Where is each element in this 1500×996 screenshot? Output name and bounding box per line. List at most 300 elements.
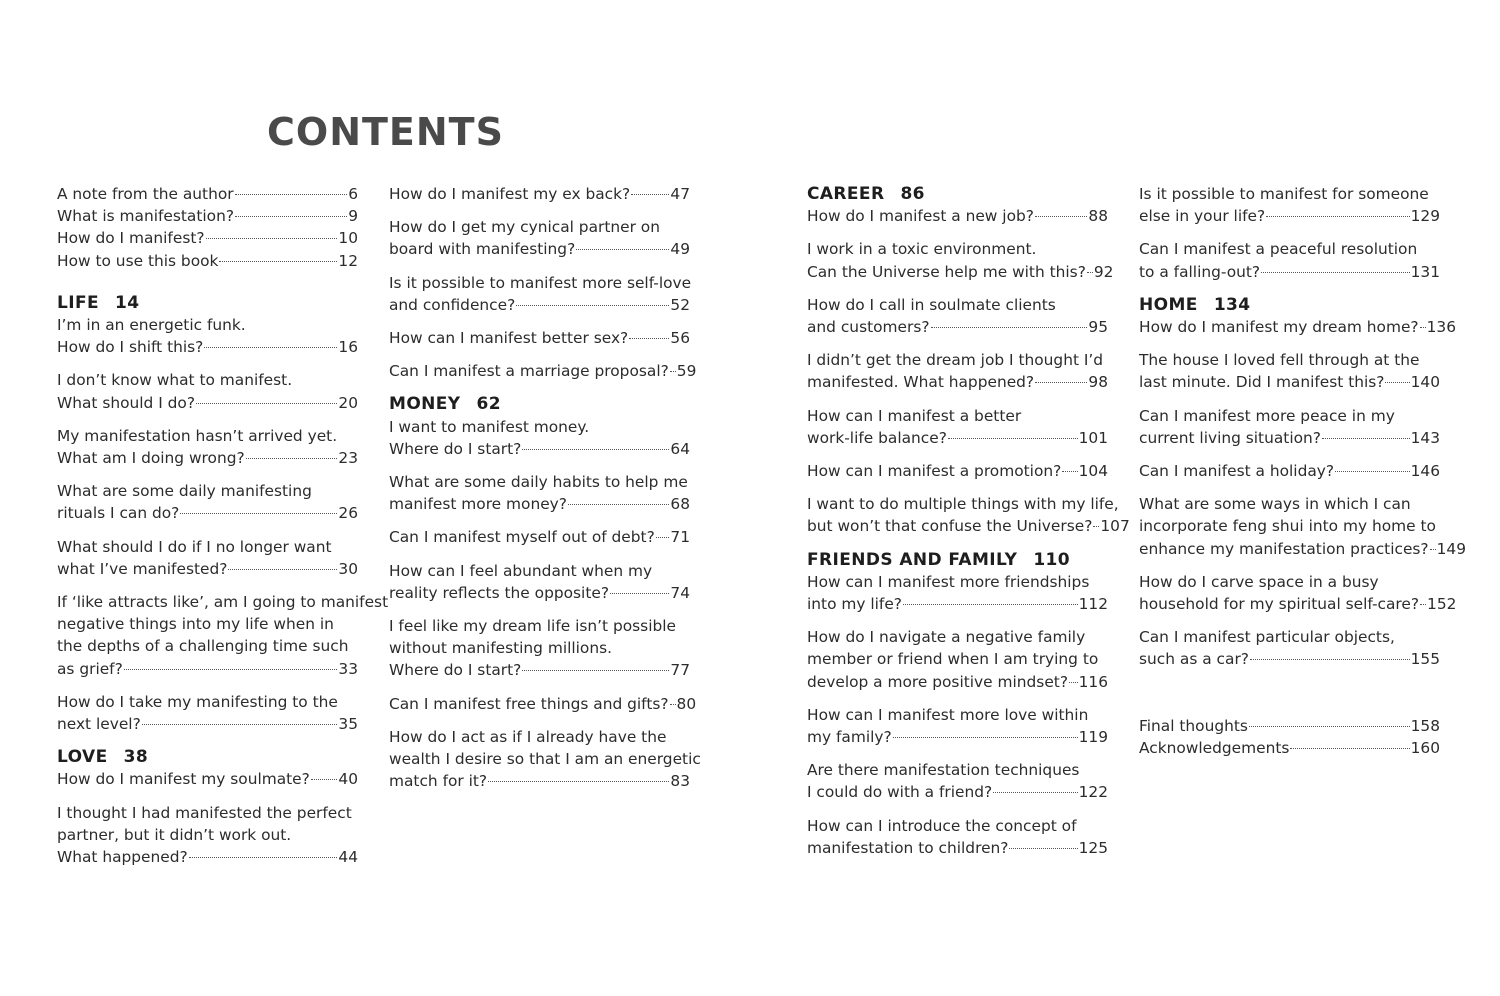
- entry-row: [389, 294, 690, 316]
- entry-page-number: 98: [1088, 373, 1108, 392]
- entry-title-line: reality reflects the opposite?: [389, 583, 609, 602]
- toc-entry: [807, 205, 1108, 227]
- toc-section: [807, 549, 1108, 859]
- dot-leader: [1250, 659, 1410, 660]
- entry-page-number: 59: [676, 362, 697, 381]
- entry-page-number: 52: [670, 295, 690, 314]
- section-name: LIFE: [57, 292, 99, 313]
- entry-row: [1139, 371, 1440, 393]
- dot-leader: [670, 371, 676, 372]
- entry-row: [1139, 715, 1440, 737]
- entry-title-line: Can the Universe help me with this?: [807, 262, 1086, 281]
- toc-entry: [1139, 349, 1440, 393]
- entry-row: [57, 713, 358, 735]
- entry-title-line: How can I manifest a promotion?: [807, 462, 1062, 481]
- entry-title-line: Can I manifest particular objects,: [1139, 628, 1395, 647]
- entry-title-line: The house I loved fell through at the: [1139, 351, 1420, 370]
- entry-row: [57, 250, 358, 272]
- toc-entry: [389, 272, 690, 316]
- entry-title-line: How can I manifest more love within: [807, 705, 1089, 724]
- entry-title-line: I thought I had manifested the perfect: [57, 803, 352, 822]
- entry-title-line: If ‘like attracts like’, am I going to manifest: [57, 593, 389, 612]
- toc-entry: [57, 802, 358, 869]
- dot-leader: [670, 704, 676, 705]
- toc-entry: [1139, 316, 1456, 338]
- toc-entry: [389, 615, 690, 682]
- entry-title-line: How do I manifest my ex back?: [389, 185, 631, 203]
- dot-leader: [576, 249, 669, 250]
- entry-title-line: and confidence?: [389, 295, 516, 314]
- dot-leader: [235, 194, 348, 195]
- toc-entry: [389, 560, 690, 604]
- dot-leader: [235, 216, 347, 217]
- entry-title-line: Can I manifest myself out of debt?: [389, 528, 655, 547]
- section-name: HOME: [1139, 294, 1198, 315]
- entry-row: [389, 238, 690, 260]
- entry-title-line: else in your life?: [1139, 207, 1266, 226]
- entry-title-line: What are some ways in which I can: [1139, 495, 1411, 514]
- entry-row: [1139, 460, 1440, 482]
- toc-entry: [389, 471, 690, 515]
- entry-title-line: without manifesting millions.: [389, 639, 613, 658]
- section-page-number: 38: [123, 747, 149, 768]
- entry-page-number: 158: [1410, 716, 1440, 735]
- dot-leader: [1420, 604, 1426, 605]
- entry-title-line: How can I manifest a better: [807, 406, 1022, 425]
- entry-page-number: 6: [348, 185, 358, 203]
- entry-row: [389, 493, 690, 515]
- entry-page-number: 152: [1427, 595, 1457, 614]
- section-heading: [57, 292, 358, 314]
- entry-title-line: How do I take my manifesting to the: [57, 692, 338, 711]
- entry-row: [57, 336, 358, 358]
- entry-title-line: How do I manifest my soulmate?: [57, 770, 310, 789]
- entry-page-number: 49: [670, 240, 690, 259]
- toc-entry: [57, 691, 358, 735]
- entry-title-line: I want to manifest money.: [389, 417, 590, 436]
- entry-title-line: but won’t that confuse the Universe?: [807, 517, 1093, 536]
- toc-entry: [57, 227, 358, 249]
- entry-page-number: 64: [670, 439, 690, 458]
- dot-leader: [1035, 382, 1087, 383]
- dot-leader: [948, 438, 1078, 439]
- entry-row: [389, 360, 697, 382]
- entry-page-number: 155: [1410, 650, 1440, 669]
- toc-entry: [57, 768, 358, 790]
- entry-title-line: Is it possible to manifest more self-love: [389, 273, 692, 292]
- entry-title-line: negative things into my life when in: [57, 615, 334, 634]
- toc-entry: [1139, 626, 1440, 670]
- entry-row: [57, 502, 358, 524]
- dot-leader: [1261, 272, 1410, 273]
- toc-entry: [1139, 493, 1466, 560]
- dot-leader: [1035, 216, 1087, 217]
- entry-title-line: current living situation?: [1139, 428, 1321, 447]
- entry-title-line: as grief?: [57, 659, 123, 678]
- entry-row: [807, 515, 1130, 537]
- dot-leader: [1093, 526, 1099, 527]
- entry-page-number: 35: [338, 715, 358, 734]
- dot-leader: [1335, 471, 1410, 472]
- entry-title-line: Can I manifest more peace in my: [1139, 406, 1395, 425]
- entry-title-line: I’m in an energetic funk.: [57, 316, 246, 335]
- toc-entry: [807, 704, 1108, 748]
- entry-page-number: 101: [1078, 428, 1108, 447]
- entry-page-number: 104: [1078, 462, 1108, 481]
- entry-title-line: How do I manifest my dream home?: [1139, 318, 1419, 337]
- page-title: CONTENTS: [267, 110, 504, 154]
- toc-entry: [389, 726, 701, 793]
- entry-row: [807, 781, 1108, 803]
- entry-row: [57, 447, 358, 469]
- entry-page-number: 71: [670, 528, 690, 547]
- entry-title-line: Where do I start?: [389, 439, 522, 458]
- entry-row: [389, 582, 690, 604]
- entry-page-number: 122: [1078, 783, 1108, 802]
- dot-leader: [903, 604, 1078, 605]
- dot-leader: [629, 338, 669, 339]
- entry-page-number: 131: [1410, 262, 1440, 281]
- toc-entry: [1139, 238, 1440, 282]
- toc-entry: [807, 405, 1108, 449]
- entry-page-number: 112: [1078, 595, 1108, 614]
- dot-leader: [1069, 682, 1078, 683]
- entry-title-line: member or friend when I am trying to: [807, 650, 1099, 669]
- toc-entry: [807, 626, 1108, 693]
- entry-row: [1139, 316, 1456, 338]
- toc-entry: [807, 349, 1108, 393]
- entry-title-line: partner, but it didn’t work out.: [57, 825, 292, 844]
- entry-title-line: incorporate feng shui into my home to: [1139, 517, 1436, 536]
- entry-row: [1139, 593, 1457, 615]
- entry-title-line: I want to do multiple things with my life,: [807, 495, 1119, 514]
- section-heading: [807, 549, 1108, 571]
- entry-title-line: What are some daily habits to help me: [389, 473, 688, 492]
- toc-column-1: [57, 183, 389, 879]
- entry-row: [1139, 737, 1440, 759]
- section-gap: [1139, 682, 1440, 715]
- toc-entry: [1139, 405, 1440, 449]
- toc-section: [807, 183, 1130, 538]
- entry-row: [389, 327, 690, 349]
- entry-page-number: 77: [670, 661, 690, 680]
- entry-page-number: 80: [676, 694, 697, 713]
- toc-section: [1139, 294, 1466, 671]
- entry-row: [807, 205, 1108, 227]
- toc-section: [57, 746, 358, 868]
- entry-row: [57, 183, 358, 205]
- toc-entry: [807, 493, 1130, 537]
- dot-leader: [1420, 327, 1426, 328]
- entry-title-line: I feel like my dream life isn’t possible: [389, 617, 676, 636]
- entry-row: [807, 460, 1108, 482]
- entry-row: [389, 770, 690, 792]
- entry-page-number: 129: [1410, 207, 1440, 226]
- entry-title-line: How do I act as if I already have the: [389, 727, 667, 746]
- section-heading: [807, 183, 1108, 205]
- entry-title-line: How can I manifest more friendships: [807, 572, 1090, 591]
- dot-leader: [568, 504, 669, 505]
- entry-title-line: develop a more positive mindset?: [807, 672, 1068, 691]
- entry-title-line: match for it?: [389, 772, 488, 791]
- dot-leader: [488, 781, 669, 782]
- entry-page-number: 140: [1410, 373, 1440, 392]
- entry-page-number: 12: [338, 251, 358, 270]
- toc-entry: [389, 216, 690, 260]
- entry-page-number: 143: [1410, 428, 1440, 447]
- dot-leader: [631, 194, 669, 195]
- dot-leader: [124, 669, 338, 670]
- dot-leader: [522, 670, 669, 671]
- entry-row: [389, 438, 690, 460]
- entry-page-number: 88: [1088, 207, 1108, 226]
- entry-title-line: How can I introduce the concept of: [807, 816, 1077, 835]
- entry-page-number: 30: [338, 559, 358, 578]
- entry-title-line: What am I doing wrong?: [57, 449, 245, 468]
- entry-title-line: How can I manifest better sex?: [389, 329, 629, 348]
- entry-page-number: 20: [338, 393, 358, 412]
- entry-page-number: 83: [670, 772, 690, 791]
- entry-title-line: How do I get my cynical partner on: [389, 218, 660, 237]
- entry-title-line: manifested. What happened?: [807, 373, 1035, 392]
- section-heading: [57, 746, 358, 768]
- entry-row: [389, 659, 690, 681]
- entry-title-line: How do I carve space in a busy: [1139, 572, 1379, 591]
- entry-title-line: I could do with a friend?: [807, 783, 993, 802]
- toc-entry: [807, 460, 1108, 482]
- toc-entry: [57, 480, 358, 524]
- entry-title-line: Can I manifest a peaceful resolution: [1139, 240, 1418, 259]
- entry-title-line: Is it possible to manifest for someone: [1139, 185, 1429, 203]
- toc-column-2: [389, 183, 701, 803]
- entry-row: [389, 183, 690, 205]
- entry-page-number: 47: [670, 185, 690, 203]
- entry-row: [807, 671, 1108, 693]
- dot-leader: [246, 458, 338, 459]
- dot-leader: [228, 569, 337, 570]
- entry-title-line: I didn’t get the dream job I thought I’d: [807, 351, 1104, 370]
- entry-title-line: such as a car?: [1139, 650, 1249, 669]
- dot-leader: [516, 305, 669, 306]
- entry-title-line: What should I do if I no longer want: [57, 537, 332, 556]
- entry-title-line: the depths of a challenging time such: [57, 637, 349, 656]
- dot-leader: [1266, 216, 1409, 217]
- entry-title-line: next level?: [57, 715, 141, 734]
- entry-row: [1139, 205, 1440, 227]
- toc-section: [389, 393, 701, 792]
- entry-title-line: How do I shift this?: [57, 338, 204, 357]
- entry-title-line: I don’t know what to manifest.: [57, 371, 293, 390]
- toc-entry: [57, 314, 358, 358]
- dot-leader: [206, 238, 338, 239]
- entry-page-number: 136: [1426, 318, 1456, 337]
- section-page-number: 110: [1033, 549, 1070, 570]
- toc-entry: [1139, 460, 1440, 482]
- dot-leader: [1087, 272, 1093, 273]
- entry-page-number: 116: [1078, 672, 1108, 691]
- entry-page-number: 107: [1100, 517, 1130, 536]
- entry-page-number: 56: [670, 329, 690, 348]
- dot-leader: [931, 327, 1088, 328]
- entry-title-line: wealth I desire so that I am an energetic: [389, 750, 701, 769]
- dot-leader: [196, 403, 337, 404]
- dot-leader: [993, 792, 1077, 793]
- section-page-number: 134: [1213, 294, 1251, 315]
- section-heading: [1139, 294, 1440, 316]
- entry-title-line: into my life?: [807, 595, 902, 614]
- dot-leader: [1062, 471, 1077, 472]
- entry-title-line: How do I navigate a negative family: [807, 628, 1086, 647]
- toc-entry: [57, 183, 358, 205]
- entry-title-line: Where do I start?: [389, 661, 522, 680]
- entry-title-line: last minute. Did I manifest this?: [1139, 373, 1385, 392]
- entry-row: [807, 316, 1108, 338]
- entry-row: [807, 726, 1108, 748]
- entry-page-number: 26: [338, 504, 358, 523]
- toc-column-4: [1139, 183, 1466, 759]
- dot-leader: [610, 593, 669, 594]
- entry-title-line: Can I manifest a marriage proposal?: [389, 362, 669, 381]
- entry-page-number: 44: [338, 848, 358, 867]
- entry-row: [57, 558, 358, 580]
- entry-title-line: How to use this book: [57, 251, 219, 270]
- entry-title-line: I work in a toxic environment.: [807, 240, 1037, 259]
- entry-page-number: 40: [338, 770, 358, 789]
- entry-row: [1139, 261, 1440, 283]
- entry-page-number: 23: [338, 449, 358, 468]
- toc-entry: [807, 238, 1114, 282]
- dot-leader: [180, 513, 337, 514]
- entry-page-number: 146: [1410, 462, 1440, 481]
- dot-leader: [522, 449, 669, 450]
- entry-title-line: My manifestation hasn’t arrived yet.: [57, 426, 338, 445]
- toc-entry: [57, 425, 358, 469]
- dot-leader: [1385, 382, 1409, 383]
- dot-leader: [311, 779, 338, 780]
- toc-entry: [807, 759, 1108, 803]
- entry-title-line: What happened?: [57, 848, 188, 867]
- toc-entry: [1139, 571, 1457, 615]
- entry-title-line: Can I manifest a holiday?: [1139, 462, 1335, 481]
- entry-page-number: 10: [338, 229, 358, 248]
- entry-row: [57, 227, 358, 249]
- toc-entry: [389, 360, 697, 382]
- dot-leader: [1322, 438, 1410, 439]
- section-page-number: 86: [900, 184, 925, 204]
- entry-title-line: A note from the author: [57, 185, 234, 203]
- toc-entry: [389, 416, 690, 460]
- entry-page-number: 125: [1078, 838, 1108, 857]
- entry-row: [807, 371, 1108, 393]
- dot-leader: [893, 737, 1078, 738]
- entry-title-line: How do I call in soulmate clients: [807, 295, 1056, 314]
- entry-title-line: household for my spiritual self-care?: [1139, 595, 1420, 614]
- entry-page-number: 9: [348, 207, 358, 226]
- entry-row: [807, 261, 1114, 283]
- toc-entry: [389, 327, 690, 349]
- entry-title-line: manifestation to children?: [807, 838, 1009, 857]
- toc-entry: [807, 815, 1108, 859]
- section-name: LOVE: [57, 747, 108, 768]
- entry-title-line: What should I do?: [57, 393, 195, 412]
- entry-page-number: 160: [1410, 738, 1440, 757]
- entry-title-line: How can I feel abundant when my: [389, 561, 653, 580]
- entry-title-line: manifest more money?: [389, 495, 567, 514]
- toc-entry: [57, 205, 358, 227]
- entry-row: [57, 658, 358, 680]
- entry-title-line: what I’ve manifested?: [57, 559, 228, 578]
- section-heading: [389, 393, 690, 415]
- toc-entry: [57, 250, 358, 272]
- entry-row: [389, 526, 690, 548]
- toc-entry: [1139, 715, 1440, 737]
- dot-leader: [1009, 848, 1077, 849]
- entry-title-line: Final thoughts: [1139, 716, 1248, 735]
- entry-row: [807, 593, 1108, 615]
- entry-row: [389, 693, 697, 715]
- entry-title-line: my family?: [807, 728, 892, 747]
- dot-leader: [1249, 726, 1410, 727]
- toc-entry: [57, 536, 358, 580]
- toc-entry: [1139, 183, 1440, 227]
- section-name: FRIENDS AND FAMILY: [807, 549, 1018, 570]
- entry-title-line: What is manifestation?: [57, 207, 234, 226]
- entry-title-line: What are some daily manifesting: [57, 482, 312, 501]
- entry-row: [807, 427, 1108, 449]
- section-page-number: 14: [114, 292, 140, 313]
- toc-entry: [807, 571, 1108, 615]
- entry-page-number: 74: [670, 583, 690, 602]
- section-name: CAREER: [807, 184, 885, 204]
- entry-title-line: work-life balance?: [807, 428, 947, 447]
- dot-leader: [142, 724, 338, 725]
- entry-page-number: 16: [338, 338, 358, 357]
- entry-page-number: 119: [1078, 728, 1108, 747]
- toc-entry: [389, 183, 690, 205]
- entry-row: [57, 392, 358, 414]
- toc-section: [57, 292, 389, 735]
- dot-leader: [656, 537, 670, 538]
- entry-row: [57, 846, 358, 868]
- entry-title-line: How do I manifest a new job?: [807, 207, 1034, 226]
- entry-title-line: and customers?: [807, 318, 930, 337]
- dot-leader: [1290, 748, 1409, 749]
- entry-page-number: 149: [1436, 539, 1466, 558]
- toc-entry: [807, 294, 1108, 338]
- toc-entry: [389, 693, 697, 715]
- toc-column-3: [807, 183, 1130, 870]
- entry-title-line: Can I manifest free things and gifts?: [389, 694, 669, 713]
- toc-entry: [57, 591, 389, 680]
- entry-row: [1139, 427, 1440, 449]
- entry-row: [1139, 648, 1440, 670]
- dot-leader: [189, 857, 338, 858]
- entry-row: [807, 837, 1108, 859]
- toc-entry: [57, 369, 358, 413]
- entry-title-line: board with manifesting?: [389, 240, 576, 259]
- section-name: MONEY: [389, 394, 461, 415]
- entry-row: [57, 768, 358, 790]
- entry-page-number: 33: [338, 659, 358, 678]
- dot-leader: [1430, 549, 1436, 550]
- entry-title-line: How do I manifest?: [57, 229, 205, 248]
- entry-title-line: rituals I can do?: [57, 504, 180, 523]
- toc-entry: [1139, 737, 1440, 759]
- dot-leader: [204, 347, 337, 348]
- section-page-number: 62: [476, 394, 501, 415]
- entry-title-line: to a falling-out?: [1139, 262, 1261, 281]
- entry-page-number: 68: [670, 495, 690, 514]
